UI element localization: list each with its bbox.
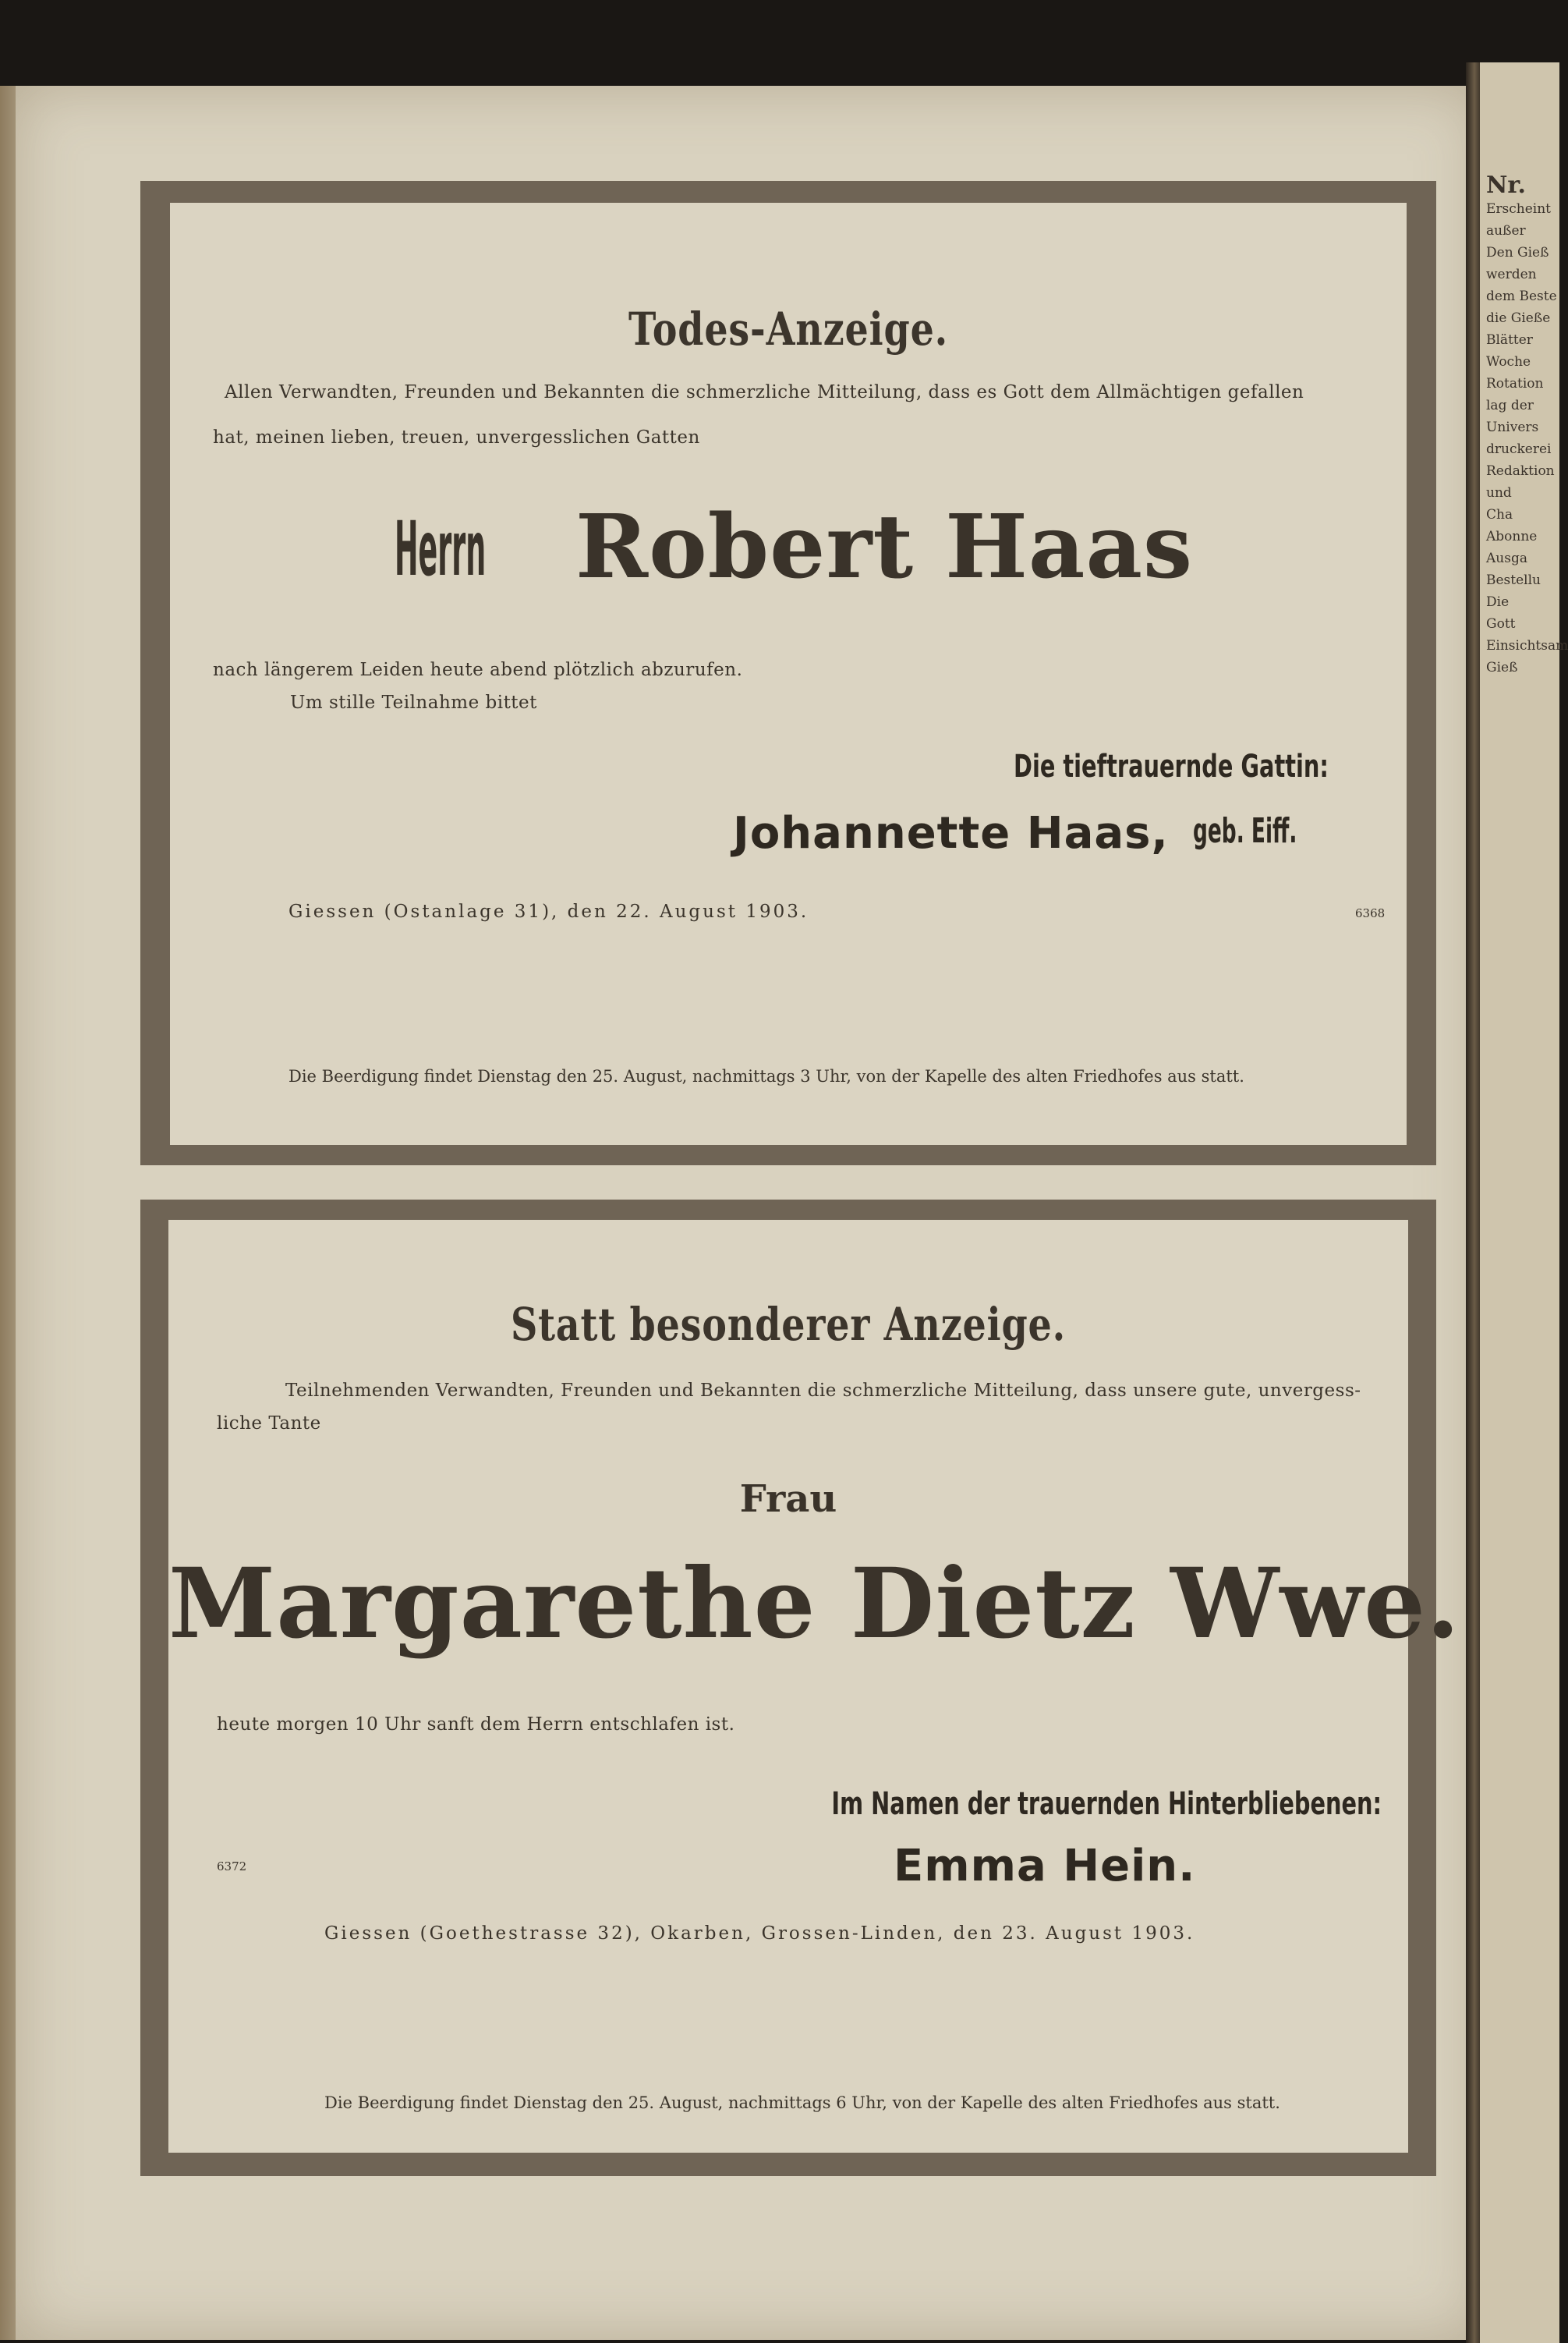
deceased-name: Margarethe Dietz Wwe. — [168, 1547, 1461, 1661]
intro-line-2: hat, meinen lieben, treuen, unvergesslichen Gatten — [213, 427, 700, 448]
death-notice-haas — [140, 181, 1436, 1165]
notice-title: Todes-Anzeige. — [628, 303, 949, 356]
funeral-info: Die Beerdigung findet Dienstag den 25. August, nachmittags 3 Uhr, von der Kapelle des alten Friedhofes aus statt. — [288, 1067, 1244, 1086]
strip-text-line: Woche — [1486, 354, 1531, 370]
strip-text-line: Cha — [1486, 507, 1513, 523]
signatory-label: Im Namen der trauernden Hinterbliebenen: — [831, 1786, 1382, 1822]
strip-text-line: außer — [1486, 223, 1526, 239]
signatory-label: Die tieftrauernde Gattin: — [1014, 749, 1329, 785]
strip-text-line: Rotation — [1486, 376, 1544, 392]
strip-text-line: Einsichtsam — [1486, 638, 1568, 654]
intro-line-1: Allen Verwandten, Freunden und Bekannten die schmerzliche Mitteilung, dass es Gott dem Allmächtigen gefallen — [225, 382, 1304, 402]
strip-text-line: Ausga — [1486, 551, 1527, 566]
ad-reference-number: 6372 — [217, 1859, 247, 1873]
deceased-name: Robert Haas — [575, 496, 1194, 598]
funeral-info: Die Beerdigung findet Dienstag den 25. August, nachmittags 6 Uhr, von der Kapelle des alten Friedhofes aus statt. — [324, 2093, 1280, 2112]
place-date: Giessen (Ostanlage 31), den 22. August 1903. — [288, 902, 809, 922]
intro-line-2: liche Tante — [217, 1413, 321, 1434]
strip-text-line: Die — [1486, 594, 1510, 610]
strip-text-line: druckerei — [1486, 441, 1552, 457]
after-line-2: Um stille Teilnahme bittet — [290, 693, 537, 713]
strip-text-line: lag der — [1486, 398, 1534, 413]
strip-text-line: Gieß — [1486, 660, 1518, 675]
signatory-suffix: geb. Eiff. — [1193, 811, 1297, 851]
notice-title: Statt besonderer Anzeige. — [510, 1298, 1067, 1351]
death-notice-dietz — [140, 1200, 1461, 2176]
strip-text-line: werden — [1486, 267, 1537, 282]
strip-text-line: Bestellu — [1486, 572, 1541, 588]
signatory-name: Johannette Haas, — [733, 808, 1169, 859]
strip-text-line: Blätter — [1486, 332, 1533, 348]
signatory-name: Emma Hein. — [894, 1841, 1196, 1891]
strip-text-line: Nr. — [1486, 172, 1526, 199]
strip-text-line: Den Gieß — [1486, 245, 1549, 261]
strip-text-line: und — [1486, 485, 1512, 501]
strip-text-line: Univers — [1486, 420, 1539, 435]
ad-reference-number: 6368 — [1355, 906, 1386, 920]
strip-text-line: Redaktion — [1486, 463, 1555, 479]
after-line-1: heute morgen 10 Uhr sanft dem Herrn entschlafen ist. — [217, 1714, 735, 1735]
adjacent-page-strip — [1480, 62, 1568, 2343]
strip-text-line: Gott — [1486, 616, 1516, 632]
strip-text-line: dem Beste — [1486, 289, 1557, 304]
name-prefix: Herrn — [395, 505, 487, 593]
after-line-1: nach längerem Leiden heute abend plötzlich abzurufen. — [213, 660, 743, 680]
strip-text-line: die Gieße — [1486, 310, 1551, 326]
strip-text-line: Abonne — [1486, 529, 1538, 544]
place-date: Giessen (Goethestrasse 32), Okarben, Grossen-Linden, den 23. August 1903. — [324, 1923, 1195, 1944]
strip-text-line: Erscheint — [1486, 201, 1552, 217]
intro-line-1: Teilnehmenden Verwandten, Freunden und Bekannten die schmerzliche Mitteilung, dass unsere gute, unvergess- — [285, 1381, 1361, 1401]
name-prefix: Frau — [739, 1477, 837, 1521]
